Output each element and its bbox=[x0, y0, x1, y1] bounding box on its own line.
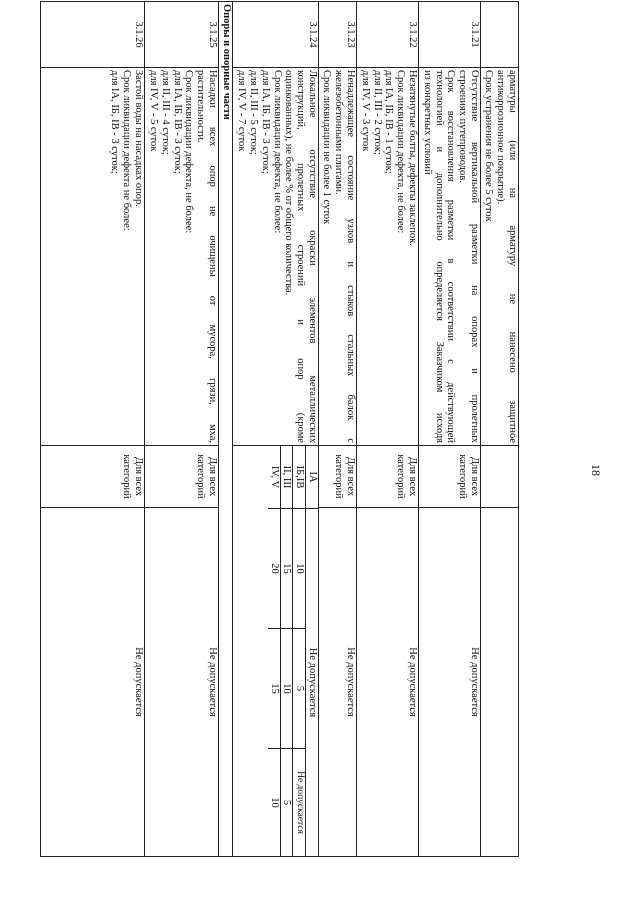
text-line: Срок восстановления разметки в соответствии с действующей bbox=[445, 70, 457, 443]
rotated-table-wrapper bbox=[40, 1, 519, 856]
text-line: Для всех bbox=[133, 456, 144, 497]
text-line: антикоррозионное покрытие). bbox=[495, 70, 507, 205]
row-allowance bbox=[481, 508, 519, 857]
table-row bbox=[419, 2, 481, 857]
grid-value: 5 bbox=[281, 799, 293, 806]
text-line: для IА, IБ, IВ - 1 суток; bbox=[383, 70, 395, 174]
row-allowance: Не допускается bbox=[41, 508, 145, 857]
grid-row bbox=[305, 446, 318, 856]
row-description bbox=[419, 68, 481, 446]
row-description bbox=[319, 68, 357, 446]
text-line: Застой воды на насадках опор. bbox=[133, 70, 144, 207]
text-line: Для всех bbox=[407, 456, 418, 497]
text-line: для IV, V - 7 суток bbox=[236, 70, 248, 152]
row-allowance: Не допускается bbox=[419, 508, 481, 857]
row-category bbox=[481, 446, 519, 508]
row-category bbox=[145, 446, 219, 508]
text-line: Насадки всех опор не очищены от мусора, грязи, мха, bbox=[207, 70, 218, 443]
table-row bbox=[481, 2, 519, 857]
row-code bbox=[481, 2, 519, 68]
grid-category: IV, V bbox=[268, 446, 280, 509]
row-allowance: Не допускается bbox=[319, 508, 357, 857]
text-line: технологией и дополнительно определяется Заказчиком исходя bbox=[433, 70, 445, 443]
grid-row bbox=[292, 446, 305, 856]
text-line: категорий bbox=[121, 454, 133, 499]
text-line: из конкретных условий bbox=[421, 70, 433, 175]
text-line: для IV, V - 5 суток bbox=[148, 70, 160, 152]
text-line: для IА, IБ, IВ - 3 суток; bbox=[259, 70, 271, 174]
text-line: Для всех bbox=[345, 456, 356, 497]
row-category bbox=[357, 446, 419, 508]
grid-value: 10 bbox=[268, 797, 280, 808]
row-description bbox=[481, 68, 519, 446]
grid-value: 15 bbox=[281, 509, 293, 629]
row-code: 3.1.24 bbox=[233, 2, 319, 68]
text-line: Срок ликвидации не более 1 суток bbox=[321, 70, 333, 225]
row-category bbox=[319, 446, 357, 508]
row-allowance: Не допускается bbox=[357, 508, 419, 857]
grid-value: 10 bbox=[293, 509, 305, 629]
section-title: Опоры и опорные части bbox=[219, 2, 233, 857]
text-line: конструкций, пролетных строений и опор (кроме bbox=[295, 70, 307, 443]
row-code: 3.1.23 bbox=[319, 2, 357, 68]
text-line: категорий bbox=[457, 454, 469, 499]
grid-value: 5 bbox=[293, 629, 305, 749]
table-row bbox=[233, 2, 319, 857]
row-description bbox=[233, 68, 319, 446]
text-line: растительности. bbox=[195, 70, 207, 143]
row-category bbox=[41, 446, 145, 508]
text-line: для IА, IБ, IВ - 3 суток; bbox=[109, 70, 121, 174]
row-description bbox=[357, 68, 419, 446]
row-description bbox=[145, 68, 219, 446]
row-allowance: Не допускается bbox=[145, 508, 219, 857]
row-code: 3.1.25 bbox=[145, 2, 219, 68]
grid-value: Не допускается bbox=[295, 771, 306, 834]
text-line: для IV, V - 3 суток bbox=[359, 70, 371, 152]
text-line: для II, III - 4 суток; bbox=[159, 70, 171, 155]
text-line: Срок ликвидации дефекта, не более: bbox=[395, 70, 407, 234]
section-row bbox=[219, 2, 233, 857]
grid-category: II, III bbox=[281, 446, 293, 509]
text-line: Отсутствие вертикальной разметки на опорах и пролетных bbox=[469, 70, 480, 443]
text-line: Срок ликвидации дефекта, не более: bbox=[183, 70, 195, 234]
page-number: 18 bbox=[589, 464, 603, 476]
row-code: 3.1.22 bbox=[357, 2, 419, 68]
grid-row bbox=[268, 446, 280, 856]
grid-value: 15 bbox=[268, 629, 280, 749]
text-line: Ненадлежащее состояние узлов и стыков стальных балок с bbox=[345, 70, 356, 443]
table-row bbox=[319, 2, 357, 857]
text-line: категорий bbox=[195, 454, 207, 499]
text-line: Срок устранения не более 5 суток bbox=[483, 70, 495, 222]
text-line: строениях путепроводов. bbox=[457, 70, 469, 183]
text-line: для II, III - 5 суток; bbox=[248, 70, 260, 155]
grid-value: Не допускается bbox=[307, 647, 318, 718]
text-line: Незатянутые болты, дефекты заклепок. bbox=[407, 70, 418, 246]
text-line: оцинкованных), не более % от общего количества. bbox=[283, 70, 295, 296]
grid-value: 10 bbox=[281, 629, 293, 749]
text-line: для II, III - 2 суток; bbox=[371, 70, 383, 155]
text-line: Для всех bbox=[469, 456, 480, 497]
text-line: Локальное отсутствие окраски элементов металлических bbox=[307, 70, 318, 443]
text-line: Срок ликвидации дефекта, не более: bbox=[271, 70, 283, 234]
category-values-grid bbox=[233, 446, 319, 857]
text-line: Для всех bbox=[207, 456, 218, 497]
grid-row bbox=[280, 446, 293, 856]
table-row bbox=[145, 2, 219, 857]
table-row bbox=[357, 2, 419, 857]
table-row bbox=[41, 2, 145, 857]
text-line: железобетонными плитами. bbox=[333, 70, 345, 195]
text-line: арматуры (или на арматуру не нанесено защитное bbox=[507, 70, 518, 443]
text-line: Срок ликвидации дефекта не более: bbox=[121, 70, 133, 231]
row-category bbox=[419, 446, 481, 508]
row-code: 3.1.26 bbox=[41, 2, 145, 68]
grid-category: IА bbox=[306, 446, 318, 509]
text-line: категорий bbox=[395, 454, 407, 499]
grid-category: IБ,IВ bbox=[293, 446, 305, 509]
grid-value: 20 bbox=[268, 509, 280, 629]
row-description bbox=[41, 68, 145, 446]
defects-table bbox=[40, 1, 519, 857]
text-line: категорий bbox=[333, 454, 345, 499]
text-line: для IА, IБ, IВ - 3 суток; bbox=[171, 70, 183, 174]
row-code: 3.1.21 bbox=[419, 2, 481, 68]
